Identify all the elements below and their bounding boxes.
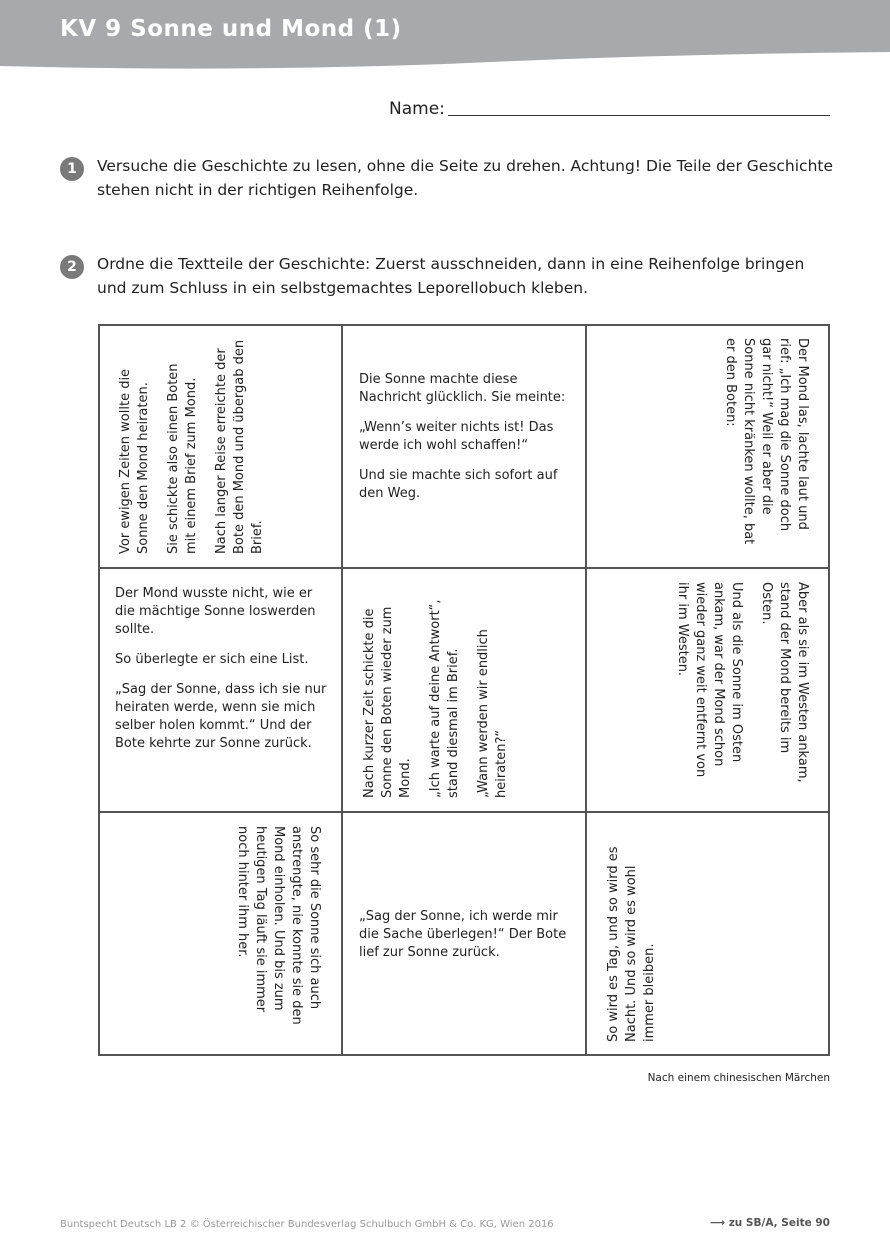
text-block [115, 585, 330, 765]
story-paragraph: Und sie machte sich sofort auf den Weg. [359, 468, 558, 501]
story-piece-9[interactable] [586, 812, 829, 1055]
story-cut-out-grid [98, 324, 830, 1056]
header-banner [0, 0, 890, 70]
story-piece-1[interactable] [98, 324, 341, 567]
story-paragraph: Vor ewigen Zeiten wollte die Sonne den Mond heiraten. [117, 368, 151, 554]
source-credit: Nach einem chinesischen Märchen [647, 1072, 830, 1084]
story-piece-6[interactable] [586, 568, 829, 811]
story-piece-5[interactable] [342, 568, 585, 811]
story-paragraph: „Sag der Sonne, dass ich sie nur heiraten werde, wenn sie mich selber holen kommt.“ Und der Bote kehrte zur Sonne zurück. [115, 682, 327, 751]
story-piece-2[interactable] [342, 324, 585, 567]
story-piece-3[interactable] [586, 324, 829, 567]
grid-line [585, 324, 587, 1056]
grid-line [98, 324, 100, 1056]
name-input-line[interactable] [448, 115, 830, 116]
grid-line [341, 324, 343, 1056]
story-paragraph: So wird es Tag, und so wird es Nacht. Und so wird es wohl immer bleiben. [605, 846, 657, 1042]
grid-line [98, 811, 830, 813]
task-instruction: Ordne die Textteile der Geschichte: Zuerst ausschneiden, dann in eine Reihenfolge bringen und zum Schluss in ein selbstgemachtes Leporellobuch kleben. [97, 255, 805, 297]
grid-line [98, 567, 830, 569]
story-paragraph: So überlegte er sich eine List. [115, 652, 309, 667]
grid-line [98, 324, 830, 326]
task-instruction: Versuche die Geschichte zu lesen, ohne die Seite zu drehen. Achtung! Die Teile der Geschichte stehen nicht in der richtigen Reihenfolge. [97, 157, 834, 199]
story-paragraph: „Ich warte auf deine Antwort“, stand diesmal im Brief. [427, 598, 461, 798]
story-piece-7[interactable] [98, 812, 341, 1055]
footer-copyright: Buntspecht Deutsch LB 2 © Österreichischer Bundesverlag Schulbuch GmbH & Co. KG, Wien 2016 [60, 1219, 554, 1230]
story-piece-8[interactable] [342, 812, 585, 1055]
page-title: KV 9 Sonne und Mond (1) [60, 16, 402, 42]
story-paragraph: So sehr die Sonne sich auch anstrengte, nie konnte sie den Mond einholen. Und bis zum heutigen Tag läuft sie immer noch hinter ihm her. [234, 825, 322, 1025]
story-paragraph: „Wenn’s weiter nichts ist! Das werde ich wohl schaffen!“ [359, 420, 554, 453]
rotated-text-block [605, 338, 811, 554]
rotated-text-block [117, 338, 323, 554]
rotated-text-block [361, 582, 567, 798]
story-paragraph: Sie schickte also einen Boten mit einem Brief zum Mond. [165, 362, 199, 554]
grid-line [98, 1054, 830, 1056]
text-block [359, 908, 574, 974]
story-paragraph: Nach langer Reise erreichte der Bote den Mond und übergab den Brief. [213, 339, 265, 554]
rotated-text-block [117, 826, 323, 1042]
story-paragraph: Die Sonne machte diese Nachricht glücklich. Sie meinte: [359, 372, 566, 405]
task-number-badge: 2 [60, 255, 84, 279]
story-paragraph: „Wann werden wir endlich heiraten?“ [475, 628, 509, 798]
text-block [359, 371, 574, 515]
task-number-badge: 1 [60, 157, 84, 181]
name-label: Name: [389, 99, 445, 119]
story-piece-4[interactable] [98, 568, 341, 811]
footer-page-reference: ⟶ zu SB/A, Seite 90 [709, 1217, 830, 1229]
story-paragraph: Und als die Sonne im Osten ankam, war der Mond schon wieder ganz weit entfernt von ihr im Westen. [674, 581, 744, 777]
grid-line [828, 324, 830, 1056]
story-paragraph: Der Mond wusste nicht, wie er die mächtige Sonne loswerden sollte. [115, 586, 316, 637]
story-paragraph: Aber als sie im Westen ankam, stand der Mond bereits im Osten. [758, 581, 810, 783]
rotated-text-block [605, 582, 811, 798]
story-paragraph: Nach kurzer Zeit schickte die Sonne den Boten wieder zum Mond. [361, 606, 413, 798]
story-paragraph: Der Mond las, lachte laut und rief: „Ich mag die Sonne doch gar nicht!“ Weil er aber die Sonne nicht kränken wollte, bat er den Boten: [722, 337, 810, 544]
story-paragraph: „Sag der Sonne, ich werde mir die Sache überlegen!“ Der Bote lief zur Sonne zurück. [359, 909, 567, 960]
rotated-text-block [605, 826, 811, 1042]
